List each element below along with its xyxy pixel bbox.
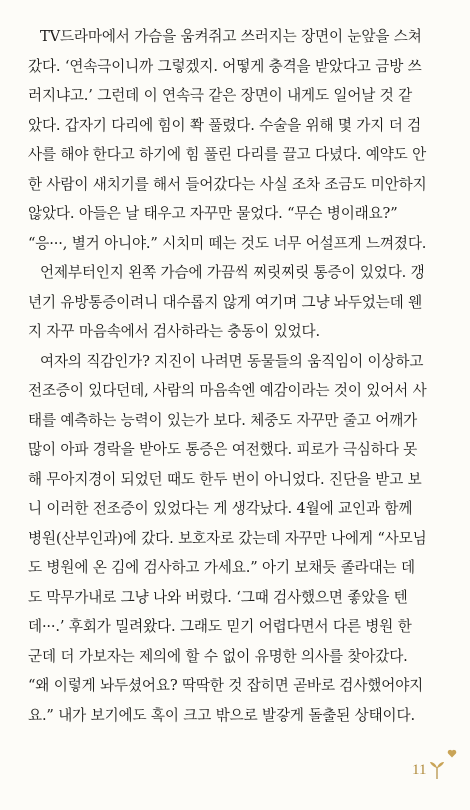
text-line: 전조증이 있다던데, 사람의 마음속엔 예감이라는 것이 있어서 사 bbox=[28, 382, 427, 399]
text-line: 언제부터인지 왼쪽 가슴에 가끔씩 찌릿찌릿 통증이 있었다. 갱 bbox=[40, 264, 425, 281]
text-line: 태를 예측하는 능력이 있는가 보다. 체중도 자꾸만 줄고 어깨가 bbox=[28, 411, 418, 429]
body-text bbox=[28, 22, 454, 730]
text-line: 데···.’ 후회가 밀려왔다. 그래도 믿기 어렵다면서 다른 병원 한 bbox=[28, 618, 412, 635]
text-line: TV드라마에서 가슴을 움켜쥐고 쓰러지는 장면이 눈앞을 스쳐 bbox=[40, 28, 422, 45]
text-line: 년기 유방통증이려니 대수롭지 않게 여기며 그냥 놔두었는데 웬 bbox=[28, 293, 423, 311]
text-line: 았다. 갑자기 다리에 힘이 쫙 풀렸다. 수술을 위해 몇 가지 더 검 bbox=[28, 116, 422, 134]
page-number: 11 bbox=[412, 761, 427, 778]
text-line: 러지냐고.’ 그런데 이 연속극 같은 장면이 내게도 일어날 것 같 bbox=[28, 87, 413, 104]
text-line: 니 이러한 전조증이 있었다는 게 생각났다. 4월에 교인과 함께 bbox=[28, 500, 413, 517]
sprout-icon bbox=[428, 760, 446, 780]
heart-icon bbox=[447, 749, 457, 758]
text-line: 많이 아파 경락을 받아도 통증은 여전했다. 피로가 극심하다 못 bbox=[28, 441, 418, 458]
text-line: 요.” 내가 보기에도 혹이 크고 밖으로 발갛게 돌출된 상태이다. bbox=[28, 706, 415, 724]
text-line: 병원(산부인과)에 갔다. 보호자로 갔는데 자꾸만 나에게 “사모님 bbox=[28, 529, 427, 547]
text-line: 군데 더 가보자는 제의에 할 수 없이 유명한 의사를 찾아갔다. bbox=[28, 647, 408, 665]
text-line: “왜 이렇게 놔두셨어요? 딱딱한 것 잡히면 곧바로 검사했어야지 bbox=[28, 677, 424, 694]
text-line: 않았다. 아들은 날 태우고 자꾸만 물었다. “무슨 병이래요?” bbox=[28, 205, 398, 222]
text-line: 사를 해야 한다고 하기에 힘 풀린 다리를 끌고 다녔다. 예약도 안 bbox=[28, 146, 427, 163]
text-line: 해 무아지경이 되었던 때도 한두 번이 아니었다. 진단을 받고 보 bbox=[28, 470, 422, 488]
text-line: 지 자꾸 마음속에서 검사하라는 충동이 있었다. bbox=[28, 323, 320, 340]
text-line: “응···, 별거 아니야.” 시치미 떼는 것도 너무 어설프게 느껴졌다. bbox=[28, 234, 427, 252]
text-line: 한 사람이 새치기를 해서 들어갔다는 사실 조차 조금도 미안하지 bbox=[28, 175, 427, 193]
text-line: 도 막무가내로 그냥 나와 버렸다. ‘그때 검사했으면 좋았을 텐 bbox=[28, 588, 408, 606]
text-line: 도 병원에 온 김에 검사하고 가세요.” 아기 보채듯 졸라대는 데 bbox=[28, 559, 415, 576]
page-folio bbox=[412, 760, 446, 780]
text-line: 갔다. ‘연속극이니까 그렇겠지. 어떻게 충격을 받았다고 금방 쓰 bbox=[28, 57, 422, 75]
text-line: 여자의 직감인가? 지진이 나려면 동물들의 움직임이 이상하고 bbox=[40, 352, 424, 370]
